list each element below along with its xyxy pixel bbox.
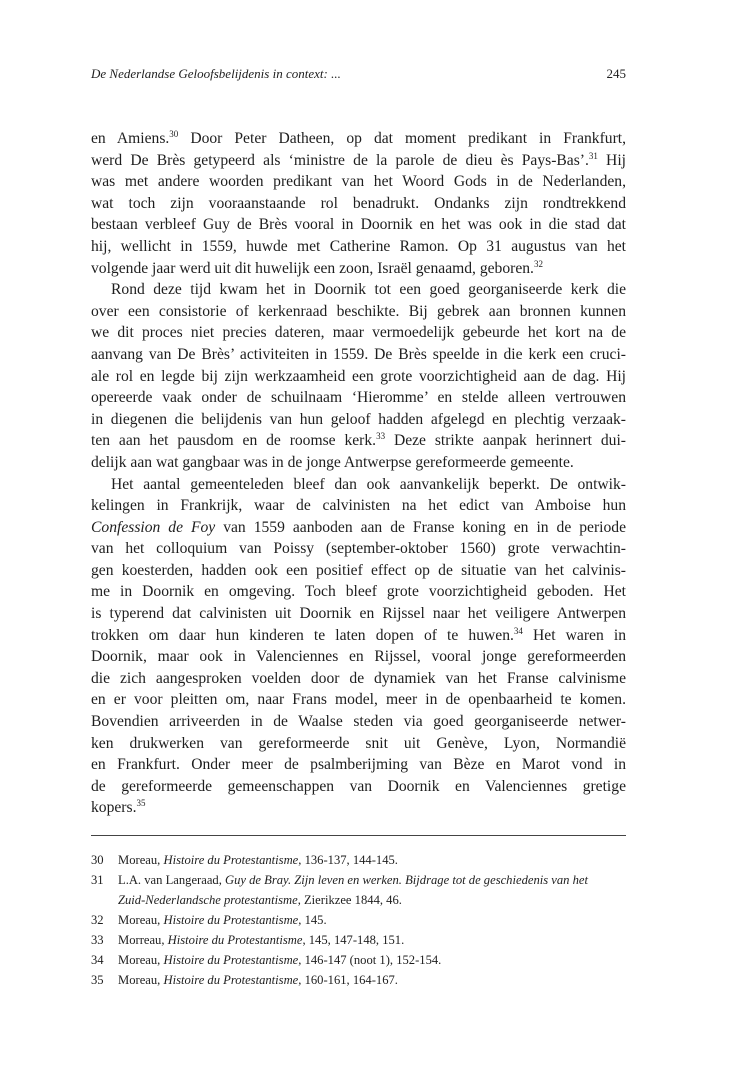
text-line [91, 560, 626, 582]
text-line [91, 603, 626, 625]
footnote [91, 930, 626, 950]
italic-title: Histoire du Protestantisme [167, 933, 303, 947]
text-line [91, 776, 626, 798]
line-text: me in Doornik en omgeving. Toch bleef grote voorzichtigheid geboden. Het [91, 583, 626, 601]
line-text: Het aantal gemeenteleden bleef dan ook aanvankelijk beperkt. De ontwik- [111, 475, 626, 493]
line-text: van het colloquium van Poissy (september-oktober 1560) grote verwachtin- [91, 540, 626, 558]
main-text [91, 128, 626, 819]
line-text: Hij [597, 151, 626, 169]
footnote-number: 30 [91, 853, 104, 867]
line-text: de gereformeerde gemeenschappen van Doornik en Valenciennes gretige [91, 777, 626, 795]
footnote-ref: 33 [376, 431, 386, 442]
text-line [91, 495, 626, 517]
line-text: in diegenen die belijdenis van hun geloof hadden afgelegd en plechtig verzaak- [91, 410, 626, 428]
text-line [91, 193, 626, 215]
footnote-text: , Zierikzee 1844, 46. [297, 893, 402, 907]
line-text: opereerde vaak onder de schuilnaam ‘Hieromme’ en stelde alleen vertrouwen [91, 389, 626, 407]
text-line [91, 646, 626, 668]
line-text: kelingen in Frankrijk, waar de calvinisten na het edict van Amboise hun [91, 497, 626, 515]
line-text: wat toch zijn vooraanstaande rol benadrukt. Ondanks zijn rondtrekkend [91, 194, 626, 212]
text-line [91, 387, 626, 409]
footnote-line [118, 950, 626, 970]
line-text: Rond deze tijd kwam het in Doornik tot een goed georganiseerde kerk die [111, 281, 626, 299]
line-text: we dit proces niet precies dateren, maar vermoedelijk gebeurde het kort na de [91, 324, 626, 342]
footnote-line [118, 930, 626, 950]
footnote-number: 32 [91, 913, 104, 927]
italic-title: Guy de Bray. Zijn leven en werken. Bijdrage tot de geschiedenis van het [225, 873, 589, 887]
italic-title: Histoire du Protestantisme [163, 913, 299, 927]
footnote-number: 34 [91, 953, 104, 967]
line-text: Het waren in [522, 626, 626, 644]
line-text: volgende jaar werd uit dit huwelijk een zoon, Israël genaamd, geboren. [91, 259, 534, 277]
line-text: van 1559 aanboden aan de Franse koning en in de periode [215, 518, 626, 536]
line-text: Doornik, maar ook in Valenciennes en Rijssel, vooral jonge gereformeerden [91, 648, 626, 666]
text-line [91, 538, 626, 560]
footnote-text: Moreau, [118, 913, 164, 927]
text-line [91, 689, 626, 711]
italic-title: Confession de Foy [91, 518, 216, 536]
text-line [91, 430, 626, 452]
footnote-number: 31 [91, 873, 104, 887]
footnote [91, 910, 626, 930]
line-text: is typerend dat calvinisten uit Doornik en Rijssel naar het veiligere Antwerpen [91, 605, 626, 623]
line-text: trokken om daar hun kinderen te laten dopen of te huwen. [91, 626, 514, 644]
footnote-text: Morreau, [118, 933, 168, 947]
footnote-line [118, 890, 626, 910]
line-text: en Amiens. [91, 130, 170, 147]
line-text: kopers. [91, 799, 137, 817]
line-text: ten aan het pausdom en de roomse kerk. [91, 432, 377, 450]
footnote [91, 870, 626, 910]
italic-title: Histoire du Protestantisme [163, 973, 299, 987]
line-text: Door Peter Datheen, op dat moment predikant in Frankfurt, [178, 130, 626, 147]
footnote-text: Moreau, [118, 853, 164, 867]
footnote-text: Moreau, [118, 953, 164, 967]
line-text: gen koesterden, hadden ook een positief effect op de situatie van het calvinis- [91, 561, 626, 579]
line-text: werd De Brès getypeerd als ‘ministre de la parole de dieu ès Pays-Bas’. [91, 151, 589, 169]
running-header [91, 66, 626, 86]
footnote-text: , 145, 147-148, 151. [302, 933, 405, 947]
footnote-text: , 136-137, 144-145. [298, 853, 398, 867]
text-line [91, 711, 626, 733]
footnote-line [118, 870, 626, 890]
line-text: bestaan verbleef Guy de Brès vooral in Doornik en het was ook in die stad dat [91, 216, 626, 234]
text-line [91, 366, 626, 388]
text-line [91, 258, 626, 280]
footnote [91, 950, 626, 970]
footnote-ref: 35 [136, 798, 146, 809]
italic-title: Histoire du Protestantisme [163, 953, 299, 967]
text-line [91, 301, 626, 323]
italic-title: Zuid-Nederlandsche protestantisme [118, 893, 298, 907]
line-text: Bovendien arriveerden in de Waalse steden via goed georganiseerde netwer- [91, 713, 626, 731]
footnote-ref: 32 [533, 258, 543, 269]
text-line [91, 797, 626, 819]
footnote-text: , 145. [298, 913, 327, 927]
footnote-ref: 30 [169, 129, 179, 139]
footnote-number: 35 [91, 973, 104, 987]
footnote-separator [91, 835, 626, 836]
text-line [91, 581, 626, 603]
text-line [91, 754, 626, 776]
line-text: hij, wellicht in 1559, huwde met Catherine Ramon. Op 31 augustus van het [91, 237, 626, 255]
footnote [91, 970, 626, 990]
text-line [91, 409, 626, 431]
footnote-line [118, 970, 626, 990]
text-line [91, 625, 626, 647]
footnote-number: 33 [91, 933, 104, 947]
footnote-line [118, 850, 626, 870]
text-line [91, 344, 626, 366]
text-line [91, 214, 626, 236]
italic-title: Histoire du Protestantisme [163, 853, 299, 867]
footnote [91, 850, 626, 870]
line-text: aanvang van De Brès’ activiteiten in 1559. De Brès speelde in die kerk een cruci- [91, 345, 626, 363]
line-text: Deze strikte aanpak herinnert dui- [385, 432, 626, 450]
line-text: en Frankfurt. Onder meer de psalmberijming van Bèze en Marot vond in [91, 756, 626, 774]
text-line [91, 236, 626, 258]
text-line [91, 733, 626, 755]
text-line [91, 668, 626, 690]
text-line [91, 474, 626, 496]
text-line [91, 452, 626, 474]
footnotes [91, 850, 626, 990]
footnote-text: , 146-147 (noot 1), 152-154. [298, 953, 442, 967]
text-line [91, 322, 626, 344]
line-text: over een consistorie of kerkenraad beschikte. Bij gebrek aan bronnen kunnen [91, 302, 626, 320]
line-text: ale rol en legde bij zijn werkzaamheid een grote voorzichtigheid aan de dag. Hij [91, 367, 626, 385]
footnote-line [118, 910, 626, 930]
footnote-text: , 160-161, 164-167. [298, 973, 398, 987]
line-text: en er voor pleitten om, naar Frans model, meer in de openbaarheid te komen. [91, 691, 626, 709]
line-text: ken drukwerken van gereformeerde snit uit Genève, Lyon, Normandië [91, 734, 626, 752]
text-line [91, 279, 626, 301]
footnote-ref: 31 [588, 150, 598, 161]
footnote-ref: 34 [513, 625, 523, 636]
text-line [91, 150, 626, 172]
line-text: delijk aan wat gangbaar was in de jonge Antwerpse gereformeerde gemeente. [91, 453, 574, 471]
footnote-text: Moreau, [118, 973, 164, 987]
text-line [91, 171, 626, 193]
page-number: 245 [606, 66, 626, 81]
footnote-text: L.A. van Langeraad, [118, 873, 225, 887]
text-line [91, 517, 626, 539]
text-line [91, 128, 626, 150]
line-text: die zich aangesproken voelden door de dynamiek van het Franse calvinisme [91, 669, 626, 687]
line-text: was met andere woorden predikant van het Woord Gods in de Nederlanden, [91, 173, 626, 191]
running-title: De Nederlandse Geloofsbelijdenis in context: ... [91, 66, 341, 81]
